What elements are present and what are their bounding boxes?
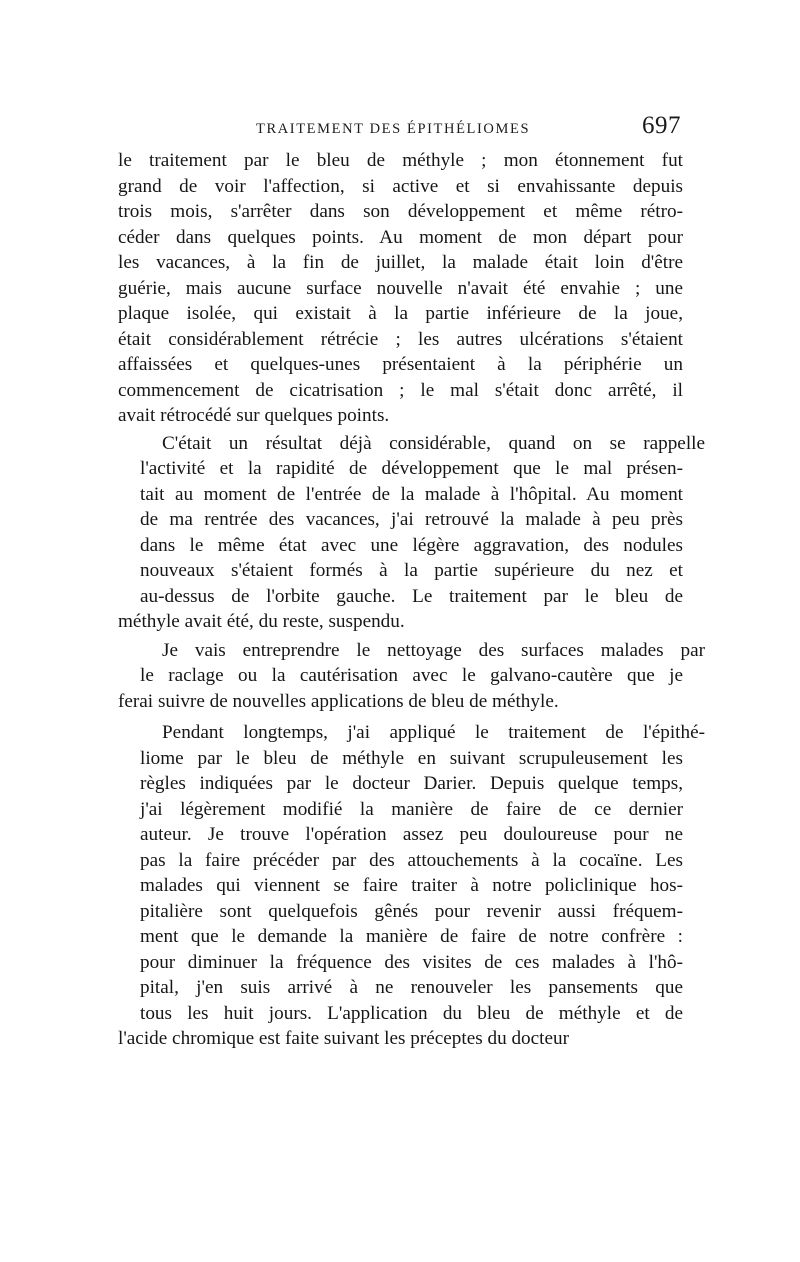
- text-line: malades qui viennent se faire traiter à notre policlinique hos-: [140, 875, 683, 896]
- text-line: était considérablement rétrécie ; les autres ulcérations s'étaient: [118, 328, 683, 350]
- text-line: ferai suivre de nouvelles applications de bleu de méthyle.: [118, 690, 559, 712]
- text-line: méthyle avait été, du reste, suspendu.: [118, 611, 405, 632]
- text-line: j'ai légèrement modifié la manière de faire de ce dernier: [140, 798, 683, 820]
- body-text: [118, 148, 705, 1052]
- text-line: auteur. Je trouve l'opération assez peu douloureuse pour ne: [140, 824, 683, 845]
- text-line: l'acide chromique est faite suivant les préceptes du docteur: [118, 1028, 569, 1049]
- paragraph-2: [118, 431, 705, 635]
- text-line: commencement de cicatrisation ; le mal s'était donc arrêté, il: [118, 379, 683, 401]
- text-line: au-dessus de l'orbite gauche. Le traitement par le bleu de: [140, 585, 683, 607]
- text-line: céder dans quelques points. Au moment de mon départ pour: [118, 226, 683, 248]
- text-line: liome par le bleu de méthyle en suivant scrupuleusement les: [140, 747, 683, 769]
- paragraph-1: [118, 148, 683, 429]
- page-content: [118, 112, 705, 1052]
- text-line: les vacances, à la fin de juillet, la malade était loin d'être: [118, 252, 683, 273]
- text-line: le raclage ou la cautérisation avec le galvano-cautère que je: [140, 665, 683, 686]
- text-line: de ma rentrée des vacances, j'ai retrouvé la malade à peu près: [140, 509, 683, 530]
- text-line: pas la faire précéder par des attouchements à la cocaïne. Les: [140, 849, 683, 871]
- text-line: règles indiquées par le docteur Darier. Depuis quelque temps,: [140, 773, 683, 794]
- paragraph-4: [118, 720, 705, 1052]
- text-line: tait au moment de l'entrée de la malade à l'hôpital. Au moment: [140, 483, 683, 505]
- running-header: [118, 112, 683, 146]
- text-line: trois mois, s'arrêter dans son développement et même rétro-: [118, 201, 683, 222]
- text-line: pital, j'en suis arrivé à ne renouveler les pansements que: [140, 977, 683, 998]
- text-line: C'était un résultat déjà considérable, quand on se rappelle: [162, 432, 705, 454]
- text-line: le traitement par le bleu de méthyle ; mon étonnement fut: [118, 150, 683, 171]
- text-line: dans le même état avec une légère aggravation, des nodules: [140, 534, 683, 556]
- text-line: l'activité et la rapidité de développement que le mal présen-: [140, 458, 683, 479]
- text-line: ment que le demande la manière de faire de notre confrère :: [140, 926, 683, 947]
- paragraph-3: [118, 638, 705, 715]
- running-title: TRAITEMENT DES ÉPITHÉLIOMES: [256, 121, 531, 137]
- text-line: Je vais entreprendre le nettoyage des surfaces malades par: [162, 639, 705, 661]
- page-number: 697: [642, 112, 681, 139]
- text-line: nouveaux s'étaient formés à la partie supérieure du nez et: [140, 560, 683, 581]
- text-line: plaque isolée, qui existait à la partie inférieure de la joue,: [118, 303, 683, 324]
- text-line: avait rétrocédé sur quelques points.: [118, 405, 390, 426]
- text-line: Pendant longtemps, j'ai appliqué le traitement de l'épithé-: [162, 722, 705, 743]
- text-line: affaissées et quelques-unes présentaient à la périphérie un: [118, 354, 683, 375]
- text-line: tous les huit jours. L'application du bleu de méthyle et de: [140, 1002, 683, 1024]
- text-line: guérie, mais aucune surface nouvelle n'avait été envahie ; une: [118, 277, 683, 299]
- text-line: pitalière sont quelquefois gênés pour revenir aussi fréquem-: [140, 900, 683, 922]
- text-line: grand de voir l'affection, si active et si envahissante depuis: [118, 175, 683, 197]
- text-line: pour diminuer la fréquence des visites de ces malades à l'hô-: [140, 951, 683, 973]
